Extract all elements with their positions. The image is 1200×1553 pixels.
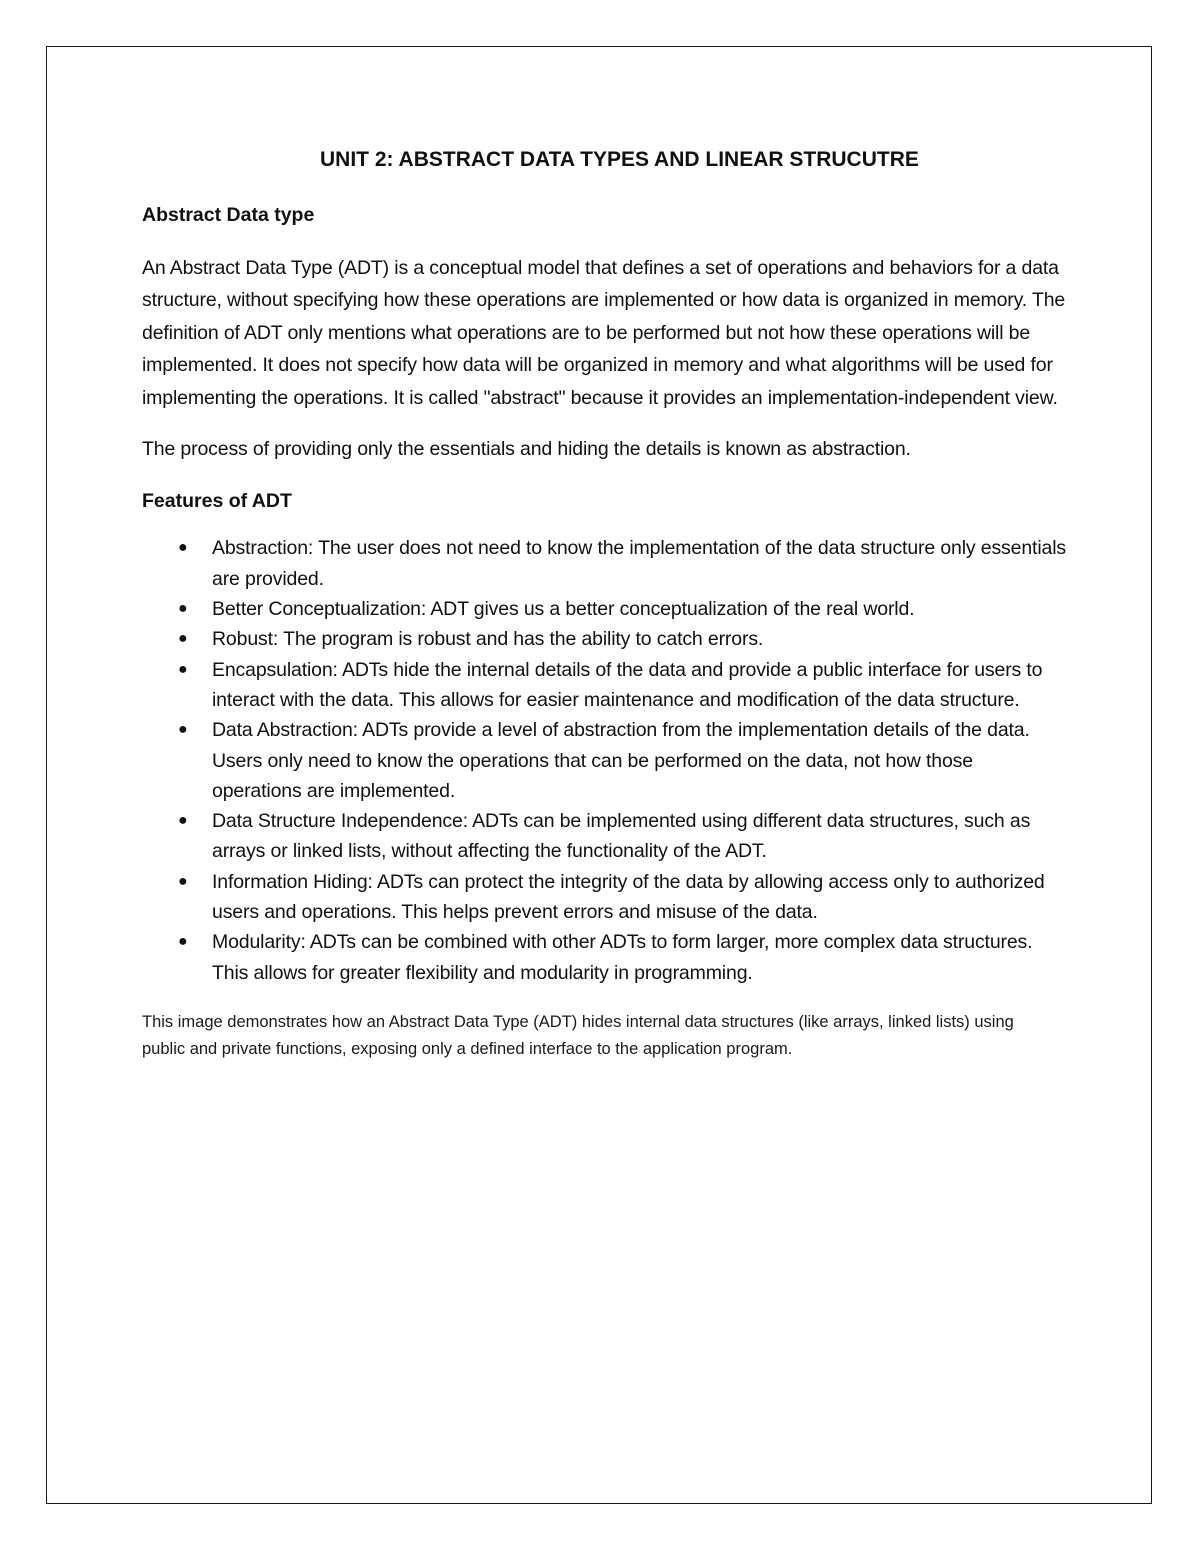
bullet-icon: ●: [178, 630, 188, 648]
bullet-icon: ●: [178, 872, 188, 890]
list-item-text: Modularity: ADTs can be combined with other ADTs to form larger, more complex data structures. This allows for greater flexibility and modularity in programming.: [212, 931, 1033, 984]
list-item: [142, 624, 1067, 654]
list-item: [142, 927, 1067, 988]
list-item: [142, 867, 1067, 928]
list-item-text: Data Abstraction: ADTs provide a level of abstraction from the implementation details of the data. Users only need to know the operations that can be performed on the data, not how those operations are implemented.: [212, 719, 1030, 802]
bullet-icon: ●: [178, 660, 188, 678]
bullet-icon: ●: [178, 600, 188, 618]
list-item-text: Abstraction: The user does not need to know the implementation of the data structure only essentials are provided.: [212, 537, 1066, 590]
page-title: UNIT 2: ABSTRACT DATA TYPES AND LINEAR STRUCUTRE: [320, 148, 919, 171]
features-list: [142, 533, 1067, 987]
list-item: [142, 655, 1067, 716]
document-body: [142, 145, 1067, 1063]
section-heading-abstract-data-type: Abstract Data type: [142, 204, 315, 226]
section-heading-features: Features of ADT: [142, 490, 292, 513]
list-item-text: Robust: The program is robust and has the ability to catch errors.: [212, 628, 764, 651]
list-item: [142, 533, 1067, 594]
bullet-icon: ●: [178, 933, 188, 951]
list-item-text: Information Hiding: ADTs can protect the integrity of the data by allowing access only to authorized users and operations. This helps prevent errors and misuse of the data.: [212, 870, 1045, 923]
bullet-icon: ●: [178, 812, 188, 830]
list-item-text: Better Conceptualization: ADT gives us a better conceptualization of the real world.: [212, 598, 915, 621]
image-caption: This image demonstrates how an Abstract Data Type (ADT) hides internal data structures (like arrays, linked lists) using public and private functions, exposing only a defined interface to the application program.: [142, 1012, 1014, 1058]
list-item-text: Encapsulation: ADTs hide the internal details of the data and provide a public interface for users to interact with the data. This allows for easier maintenance and modification of the data structure.: [212, 658, 1043, 711]
bullet-icon: ●: [178, 539, 188, 557]
adt-definition-paragraph: An Abstract Data Type (ADT) is a conceptual model that defines a set of operations and behaviors for a data structure, without specifying how these operations are implemented or how data is organized in memory. The definition of ADT only mentions what operations are to be performed but not how these operations will be implemented. It does not specify how data will be organized in memory and what algorithms will be used for implementing the operations. It is called "abstract" because it provides an implementation-independent view.: [142, 257, 1066, 409]
bullet-icon: ●: [178, 721, 188, 739]
list-item-text: Data Structure Independence: ADTs can be implemented using different data structures, such as arrays or linked lists, without affecting the functionality of the ADT.: [212, 810, 1031, 863]
abstraction-paragraph: The process of providing only the essentials and hiding the details is known as abstraction.: [142, 438, 911, 461]
list-item: [142, 806, 1067, 867]
list-item: [142, 715, 1067, 806]
list-item: [142, 594, 1067, 624]
